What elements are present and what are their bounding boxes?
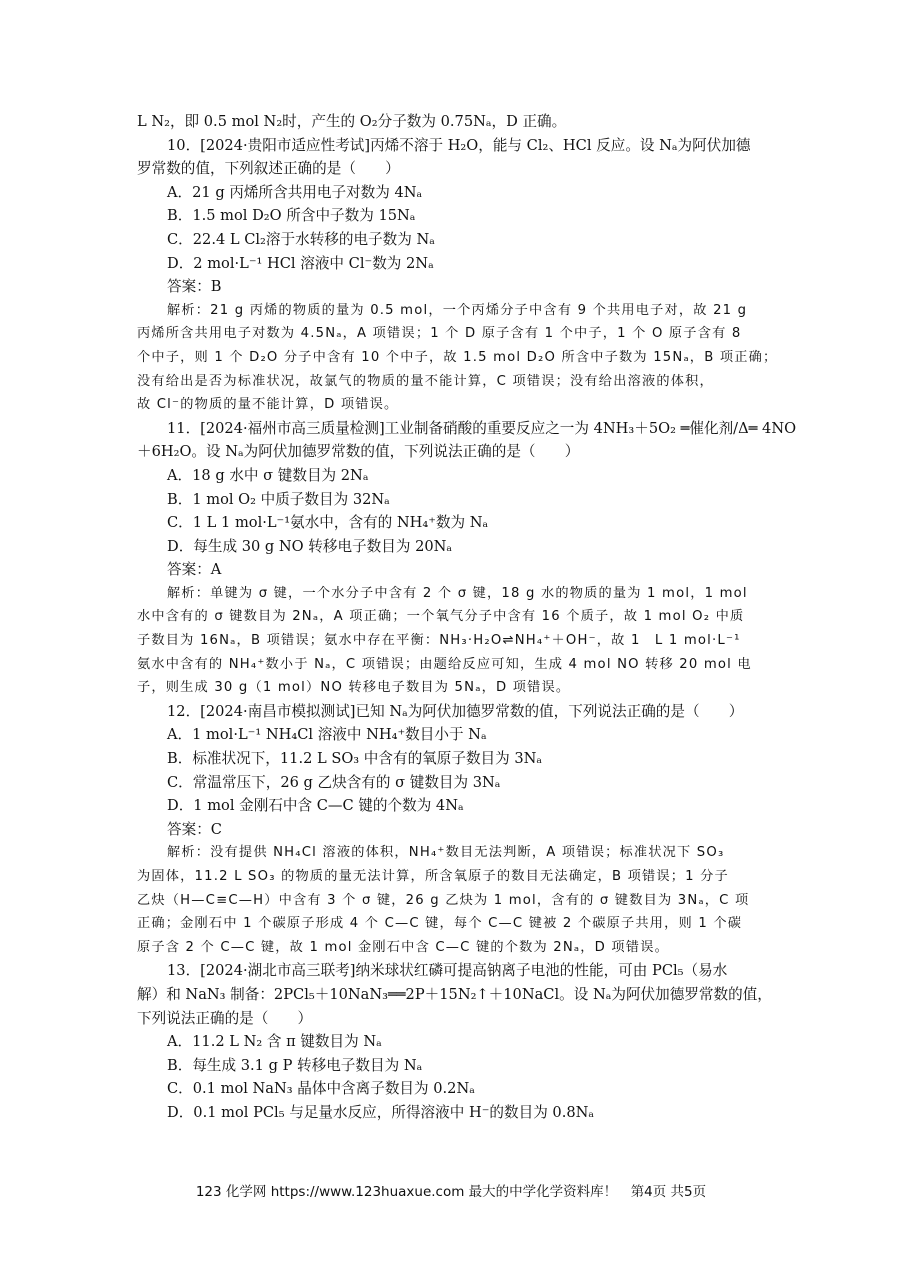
text-line: C．0.1 mol NaN₃ 晶体中含离子数目为 0.2Nₐ (167, 1080, 475, 1098)
text-line: B．1 mol O₂ 中质子数目为 32Nₐ (167, 490, 390, 508)
text-line: B．每生成 3.1 g P 转移电子数目为 Nₐ (167, 1056, 423, 1074)
text-line: 解）和 NaN₃ 制备：2PCl₅＋10NaN₃══2P＋15N₂↑＋10NaCl。设 Nₐ为阿伏加德罗常数的值， (137, 985, 772, 1003)
text-line: A．18 g 水中 σ 键数目为 2Nₐ (167, 466, 369, 484)
text-line: A．1 mol·L⁻¹ NH₄Cl 溶液中 NH₄⁺数目小于 Nₐ (167, 726, 487, 744)
text-line: 答案：A (167, 561, 222, 579)
text-line: 水中含有的 σ 键数目为 2Nₐ，A 项正确；一个氧气分子中含有 16 个质子，故 1 mol O₂ 中质 (137, 609, 745, 625)
text-line: ＋6H₂O。设 Nₐ为阿伏加德罗常数的值，下列说法正确的是（ ） (137, 443, 580, 461)
text-line: L N₂，即 0.5 mol N₂时，产生的 O₂分子数为 0.75Nₐ，D 正确。 (137, 113, 567, 130)
text-line: A．11.2 L N₂ 含 π 键数目为 Nₐ (167, 1033, 382, 1051)
text-line: 解析：单键为 σ 键，一个水分子中含有 2 个 σ 键，18 g 水的物质的量为 1 mol，1 mol (167, 585, 748, 601)
text-line: D．1 mol 金刚石中含 C—C 键的个数为 4Nₐ (167, 797, 464, 815)
text-line: C．1 L 1 mol·L⁻¹氨水中，含有的 NH₄⁺数为 Nₐ (167, 514, 489, 532)
text-line: 12．[2024·南昌市模拟测试]已知 Nₐ为阿伏加德罗常数的值，下列说法正确的是（ ） (167, 702, 744, 720)
text-line: 乙炔（H—C≡C—H）中含有 3 个 σ 键，26 g 乙炔为 1 mol，含有的 σ 键数目为 3Nₐ，C 项 (137, 892, 750, 908)
text-line: 正确；金刚石中 1 个碳原子形成 4 个 C—C 键，每个 C—C 键被 2 个碳原子共用，则 1 个碳 (137, 916, 743, 932)
text-line: D．2 mol·L⁻¹ HCl 溶液中 Cl⁻数为 2Nₐ (167, 254, 434, 272)
text-line: 子，则生成 30 g（1 mol）NO 转移电子数目为 5Nₐ，D 项错误。 (137, 680, 571, 696)
text-line: 丙烯所含共用电子对数为 4.5Nₐ，A 项错误；1 个 D 原子含有 1 个中子，1 个 O 原子含有 8 (137, 326, 742, 342)
text-line: 11．[2024·福州市高三质量检测]工业制备硝酸的重要反应之一为 4NH₃＋5O₂ ═催化剂/Δ═ 4NO (167, 419, 797, 437)
text-line: B．标准状况下，11.2 L SO₃ 中含有的氧原子数目为 3Nₐ (167, 750, 543, 768)
text-line: 故 Cl⁻的物质的量不能计算，D 项错误。 (137, 397, 399, 413)
text-line: 解析：21 g 丙烯的物质的量为 0.5 mol，一个丙烯分子中含有 9 个共用电子对，故 21 g (167, 302, 748, 318)
text-line: A．21 g 丙烯所含共用电子对数为 4Nₐ (167, 183, 423, 201)
text-line: 13．[2024·湖北市高三联考]纳米球状红磷可提高钠离子电池的性能，可由 PCl₅（易水 (167, 962, 728, 980)
document-body (137, 110, 797, 1125)
text-line: 氨水中含有的 NH₄⁺数小于 Nₐ，C 项错误；由题给反应可知，生成 4 mol NO 转移 20 mol 电 (137, 656, 752, 672)
text-line: 为固体，11.2 L SO₃ 的物质的量无法计算，所含氧原子的数目无法确定，B 项错误；1 分子 (137, 869, 729, 884)
text-line: B．1.5 mol D₂O 所含中子数为 15Nₐ (167, 207, 416, 225)
text-line: C．22.4 L Cl₂溶于水转移的电子数为 Nₐ (167, 230, 435, 248)
text-line: C．常温常压下，26 g 乙炔含有的 σ 键数目为 3Nₐ (167, 773, 501, 791)
text-line: 解析：没有提供 NH₄Cl 溶液的体积，NH₄⁺数目无法判断，A 项错误；标准状况下 SO₃ (167, 845, 725, 861)
text-line: 原子含 2 个 C—C 键，故 1 mol 金刚石中含 C—C 键的个数为 2Nₐ，D 项错误。 (137, 939, 669, 955)
text-line: D．0.1 mol PCl₅ 与足量水反应，所得溶液中 H⁻的数目为 0.8Nₐ (167, 1103, 595, 1121)
text-line: 没有给出是否为标准状况，故氯气的物质的量不能计算，C 项错误；没有给出溶液的体积， (137, 373, 714, 389)
text-line: 10．[2024·贵阳市适应性考试]丙烯不溶于 H₂O，能与 Cl₂、HCl 反应。设 Nₐ为阿伏加德 (167, 136, 751, 154)
text-line: 答案：B (167, 278, 222, 296)
page-footer: 123 化学网 https://www.123huaxue.com 最大的中学化学资料库！ 第4页 共5页 (195, 1184, 707, 1200)
text-line: 罗常数的值，下列叙述正确的是（ ） (137, 160, 400, 178)
text-line: 个中子，则 1 个 D₂O 分子中含有 10 个中子，故 1.5 mol D₂O 所含中子数为 15Nₐ，B 项正确； (137, 349, 778, 365)
text-line: 下列说法正确的是（ ） (137, 1009, 313, 1027)
text-line: D．每生成 30 g NO 转移电子数目为 20Nₐ (167, 537, 453, 555)
text-line: 答案：C (167, 820, 222, 838)
text-line: 子数目为 16Nₐ，B 项错误；氨水中存在平衡：NH₃·H₂O⇌NH₄⁺＋OH⁻，故 1 L 1 mol·L⁻¹ (137, 633, 741, 649)
